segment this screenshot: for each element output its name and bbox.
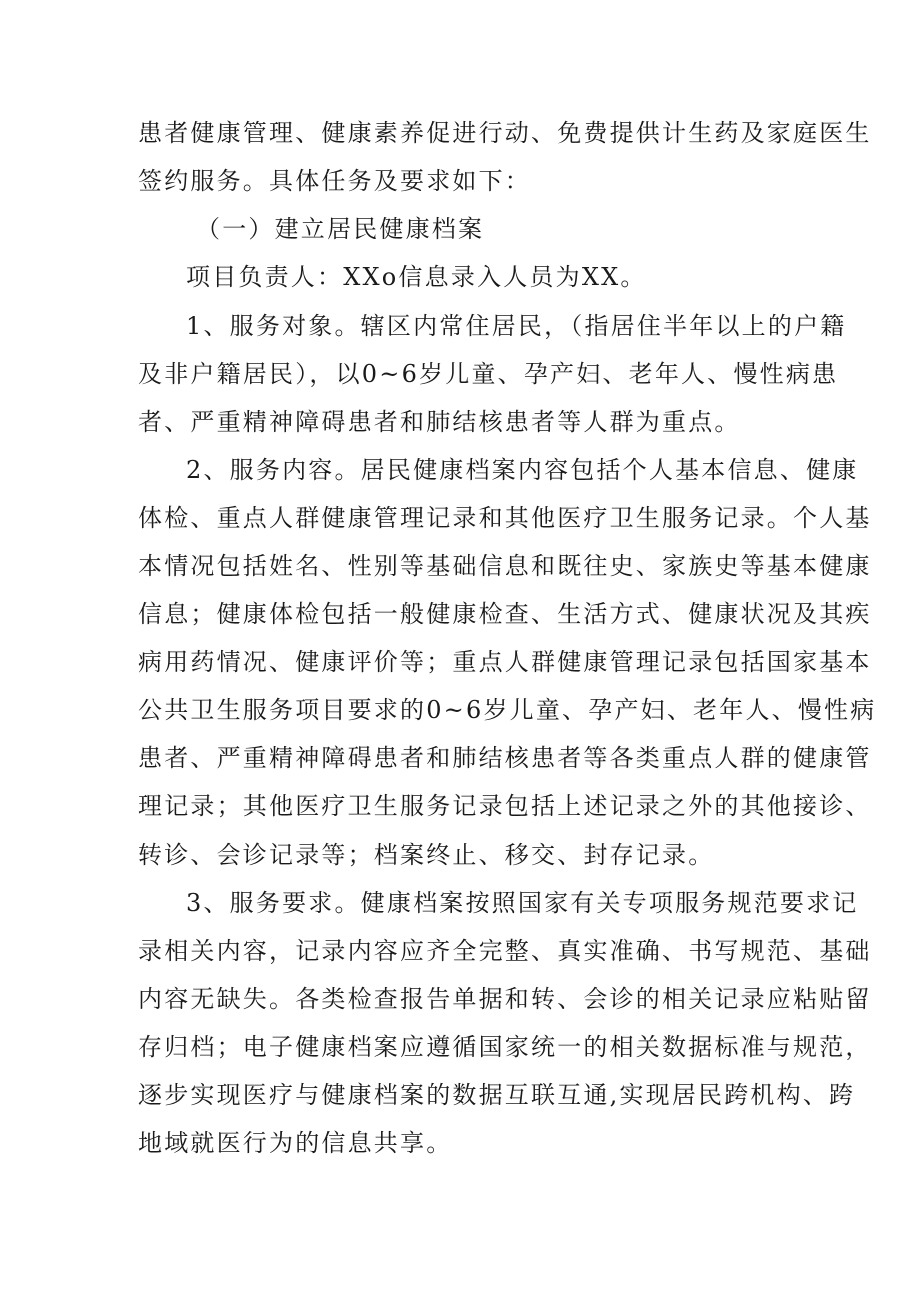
text-line: 患者、严重精神障碍患者和肺结核患者等各类重点人群的健康管: [138, 744, 872, 772]
text-line: 录相关内容，记录内容应齐全完整、真实准确、书写规范、基础: [138, 937, 872, 965]
text-line: 信息；健康体检包括一般健康检查、生活方式、健康状况及其疾: [138, 600, 872, 628]
text-line: 地域就医行为的信息共享。: [138, 1129, 453, 1157]
text-line: 项目负责人：XXo信息录入人员为XX。: [186, 263, 647, 291]
text-line: 患者健康管理、健康素养促进行动、免费提供计生药及家庭医生: [138, 119, 872, 147]
text-line: 2、服务内容。居民健康档案内容包括个人基本信息、健康: [186, 456, 859, 484]
text-line: 转诊、会诊记录等；档案终止、移交、封存记录。: [138, 841, 715, 869]
text-line: 1、服务对象。辖区内常住居民，（指居住半年以上的户籍: [186, 312, 847, 340]
text-line: 公共卫生服务项目要求的0~6岁儿童、孕产妇、老年人、慢性病: [138, 696, 877, 724]
text-line: 及非户籍居民），以0~6岁儿童、孕产妇、老年人、慢性病患: [138, 360, 839, 388]
text-line: 内容无缺失。各类检查报告单据和转、会诊的相关记录应粘贴留: [138, 985, 872, 1013]
text-line: 签约服务。具体任务及要求如下：: [138, 167, 531, 195]
text-line: 3、服务要求。健康档案按照国家有关专项服务规范要求记: [186, 889, 859, 917]
text-line: 体检、重点人群健康管理记录和其他医疗卫生服务记录。个人基: [138, 504, 872, 532]
text-line: 病用药情况、健康评价等；重点人群健康管理记录包括国家基本: [138, 648, 872, 676]
section-heading: （一）建立居民健康档案: [196, 215, 485, 243]
text-line: 逐步实现医疗与健康档案的数据互联互通,实现居民跨机构、跨: [138, 1081, 856, 1109]
text-line: 者、严重精神障碍患者和肺结核患者等人群为重点。: [138, 408, 741, 436]
text-line: 理记录；其他医疗卫生服务记录包括上述记录之外的其他接诊、: [138, 792, 872, 820]
text-line: 本情况包括姓名、性别等基础信息和既往史、家族史等基本健康: [138, 552, 872, 580]
text-line: 存归档；电子健康档案应遵循国家统一的相关数据标准与规范，: [138, 1033, 872, 1061]
